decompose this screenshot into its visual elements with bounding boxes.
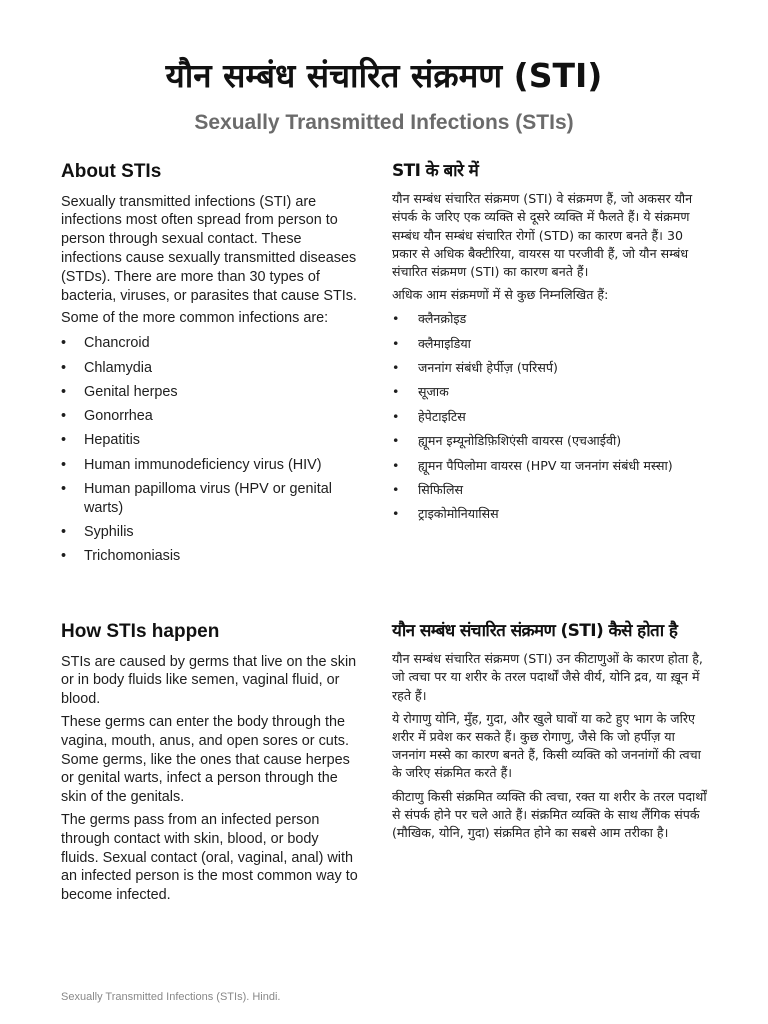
- list-item: • Chlamydia: [61, 359, 359, 378]
- list-item: • Human immunodeficiency virus (HIV): [61, 456, 359, 475]
- how-paragraph-en-2: These germs can enter the body through the vagina, mouth, anus, and open sores or cuts. Some germs, like the ones that cause herpes or genital warts, infect a person through the skin of the genitals.: [61, 714, 350, 806]
- list-item: • Genital herpes: [61, 383, 359, 402]
- list-item: • Gonorrhea: [61, 407, 359, 426]
- list-item: • ट्राइकोमोनियासिस: [392, 505, 712, 523]
- how-section-en: [61, 620, 359, 905]
- page-subtitle: Sexually Transmitted Infections (STIs): [194, 111, 574, 134]
- list-item: • जननांग संबंधी हेर्पीज़ (परिसर्प): [392, 359, 712, 377]
- about-heading-en: About STIs: [61, 161, 162, 182]
- list-item: • Human papilloma virus (HPV or genital warts): [61, 480, 359, 517]
- list-item: • Syphilis: [61, 523, 359, 542]
- list-item: • ह्यूमन पैपिलोमा वायरस (HPV या जननांग संबंधी मस्सा): [392, 457, 712, 475]
- page-title: यौन सम्बंध संचारित संक्रमण (STI): [165, 56, 603, 95]
- infection-list-hi: [392, 310, 712, 523]
- how-heading-en: How STIs happen: [61, 621, 220, 642]
- about-paragraph-en: Sexually transmitted infections (STI) are infections most often spread from person to person through sexual contact. These infections cause sexually transmitted diseases (STDs). There are more than 30 types of bacteria, viruses, or parasites that cause STIs.: [61, 193, 357, 304]
- list-item: • हेपेटाइटिस: [392, 408, 712, 426]
- list-item: • Trichomoniasis: [61, 547, 359, 566]
- list-item: • सिफिलिस: [392, 481, 712, 499]
- about-paragraph-hi: यौन सम्बंध संचारित संक्रमण (STI) वे संक्रमण हैं, जो अकसर यौन संपर्क के जरिए एक व्यक्ति से दूसरे व्यक्ति में फैलते हैं। ये संक्रमण सम्बंध यौन सम्बंध संचारित रोगों (STD) का कारण बनते हैं। 30 प्रकार से अधिक बैक्टीरिया, वायरस या परजीवी हैं, जो यौन सम्बंध संचारित संक्रमण (STI) का कारण बनते हैं।: [392, 191, 693, 279]
- how-paragraph-hi-1: यौन सम्बंध संचारित संक्रमण (STI) उन कीटाणुओं के कारण होता है, जो त्वचा पर या शरीर के तरल पदार्थों जैसे वीर्य, योनि द्रव, या ख़ून में रहते हैं।: [392, 651, 703, 703]
- about-heading-hi: STI के बारे में: [392, 161, 479, 181]
- list-item: • Hepatitis: [61, 431, 359, 450]
- footer-text: Sexually Transmitted Infections (STIs). Hindi.: [61, 991, 281, 1003]
- how-paragraph-en-1: STIs are caused by germs that live on the skin or in body fluids like semen, vaginal fluid, or blood.: [61, 653, 357, 708]
- list-item: • क्लैमाइडिया: [392, 335, 712, 353]
- list-item: • सूजाक: [392, 383, 712, 401]
- list-item: • ह्यूमन इम्यूनोडिफ़िशिएंसी वायरस (एचआईवी): [392, 432, 712, 450]
- list-item: • क्लैनक्रोइड: [392, 310, 712, 328]
- about-intro-en: Some of the more common infections are:: [61, 310, 329, 327]
- infection-list-en: [61, 334, 359, 565]
- how-heading-hi: यौन सम्बंध संचारित संक्रमण (STI) कैसे होता है: [392, 621, 678, 641]
- english-column: [61, 160, 359, 904]
- how-paragraph-hi-3: कीटाणु किसी संक्रमित व्यक्ति की त्वचा, रक्त या शरीर के तरल पदार्थों से संपर्क होने पर चले आते हैं। संक्रमित व्यक्ति के साथ लैंगिक संपर्क (मौखिक, योनि, गुदा) संक्रमित होने का सबसे आम तरीका है।: [392, 788, 707, 840]
- hindi-column: [392, 160, 712, 840]
- list-item: • Chancroid: [61, 334, 359, 353]
- how-paragraph-hi-2: ये रोगाणु योनि, मुँह, गुदा, और खुले घावों या कटे हुए भाग के जरिए शरीर में प्रवेश कर सकते हैं। कुछ रोगाणु, जैसे कि जो हर्पीज़ या जननांग मस्से का कारण बनते हैं, किसी व्यक्ति को जननांगों की त्वचा के जरिए संक्रमित करते हैं।: [392, 710, 701, 781]
- how-paragraph-en-3: The germs pass from an infected person through contact with skin, blood, or body fluids. Sexual contact (oral, vaginal, anal) with an infected person is the most common way to become infected.: [61, 812, 358, 904]
- about-intro-hi: अधिक आम संक्रमणों में से कुछ निम्नलिखित हैं:: [392, 287, 609, 303]
- how-section-hi: [392, 620, 712, 842]
